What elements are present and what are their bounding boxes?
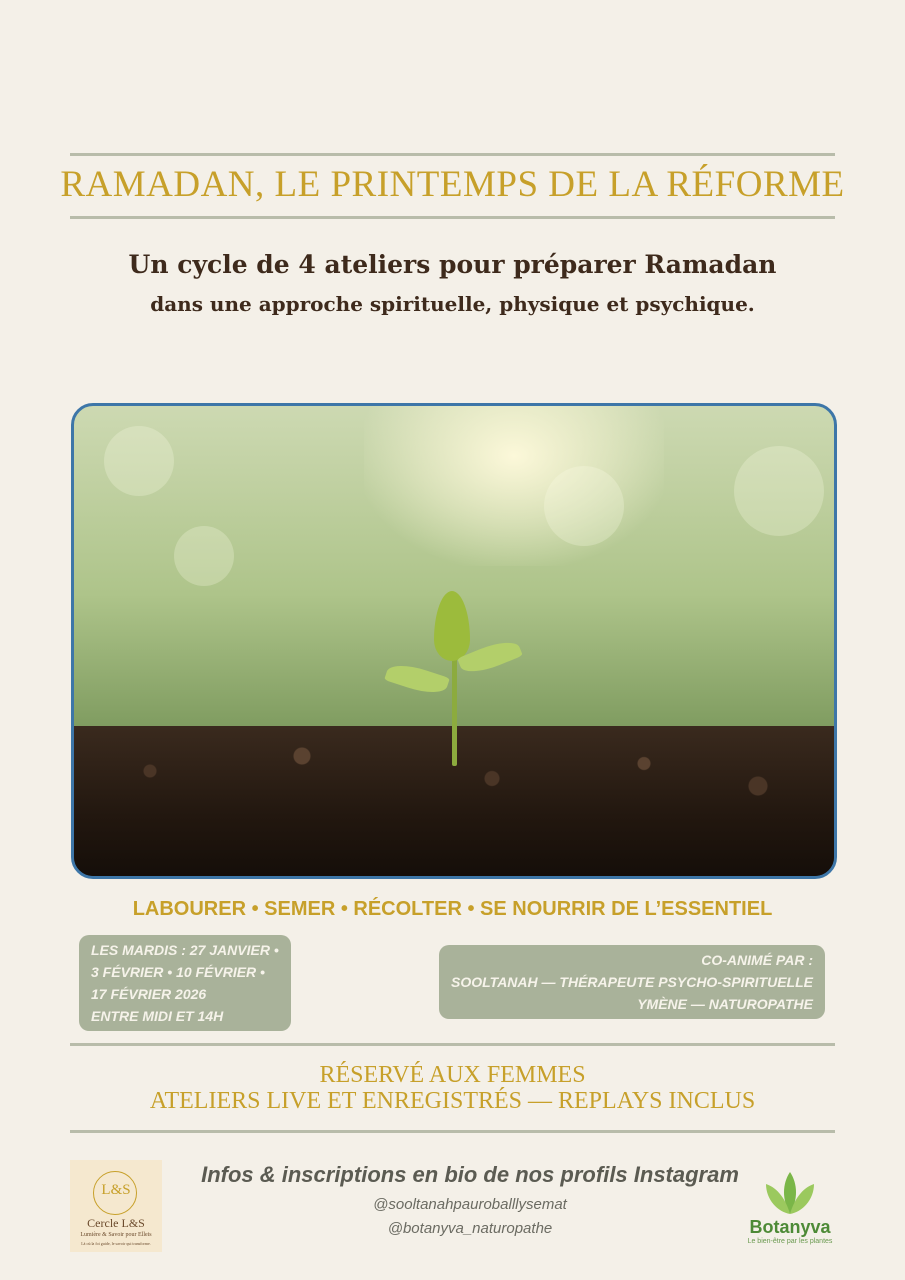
instagram-handle[interactable]: @sooltanahpauroballlysemat — [373, 1196, 567, 1213]
seedling-photo — [71, 403, 837, 879]
subtitle-line-2: dans une approche spirituelle, physique et psychique. — [150, 292, 755, 316]
bokeh-light — [544, 466, 624, 546]
botanyva-tagline: Le bien-être par les plantes — [747, 1238, 833, 1245]
top-rule-1 — [70, 153, 835, 156]
logo-tagline: Lumière & Savoir pour Elleis — [80, 1232, 152, 1238]
coanim-box — [439, 945, 825, 1019]
bottom-rule — [70, 1130, 835, 1133]
dates-line: ENTRE MIDI ET 14H — [91, 1008, 224, 1024]
logo-monogram: L&S — [101, 1182, 131, 1198]
coanim-line: YMÈNE — NATUROPATHE — [637, 996, 813, 1012]
sun-glow — [364, 403, 664, 566]
page-title: RAMADAN, LE PRINTEMPS DE LA RÉFORME — [60, 164, 845, 205]
cercle-ls-logo — [70, 1160, 162, 1252]
coanim-line: CO-ANIMÉ PAR : — [701, 952, 813, 968]
reserve-line-2: ATELIERS LIVE ET ENREGISTRÉS — REPLAYS INCLUS — [149, 1088, 756, 1114]
coanim-line: SOOLTANAH — THÉRAPEUTE PSYCHO-SPIRITUELLE — [451, 974, 813, 990]
bokeh-light — [734, 446, 824, 536]
steps-line: LABOURER • SEMER • RÉCOLTER • SE NOURRIR DE L’ESSENTIEL — [132, 898, 773, 920]
instagram-handle[interactable]: @botanyva_naturopathe — [387, 1220, 553, 1237]
bokeh-light — [104, 426, 174, 496]
dates-line: 3 FÉVRIER • 10 FÉVRIER • — [91, 964, 265, 980]
dates-line: LES MARDIS : 27 JANVIER • — [91, 942, 279, 958]
logo-name: Cercle L&S — [87, 1216, 145, 1230]
top-rule-2 — [70, 216, 835, 219]
bokeh-light — [174, 526, 234, 586]
dates-line: 17 FÉVRIER 2026 — [91, 986, 207, 1002]
seedling-leaf — [434, 591, 470, 661]
logo-tagline-small: Là où la foi guide, le savoir qui transforme. — [81, 1241, 151, 1246]
seedling-leaf — [384, 659, 450, 699]
seedling-stem — [452, 646, 457, 766]
subtitle-line-1: Un cycle de 4 ateliers pour préparer Ramadan — [128, 250, 777, 279]
dates-box — [79, 935, 291, 1031]
reserve-line-1: RÉSERVÉ AUX FEMMES — [319, 1062, 586, 1088]
botanyva-name: Botanyva — [749, 1217, 831, 1237]
leaf-icon — [762, 1170, 818, 1216]
infos-text: Infos & inscriptions en bio de nos profils Instagram — [201, 1162, 739, 1187]
middle-rule — [70, 1043, 835, 1046]
